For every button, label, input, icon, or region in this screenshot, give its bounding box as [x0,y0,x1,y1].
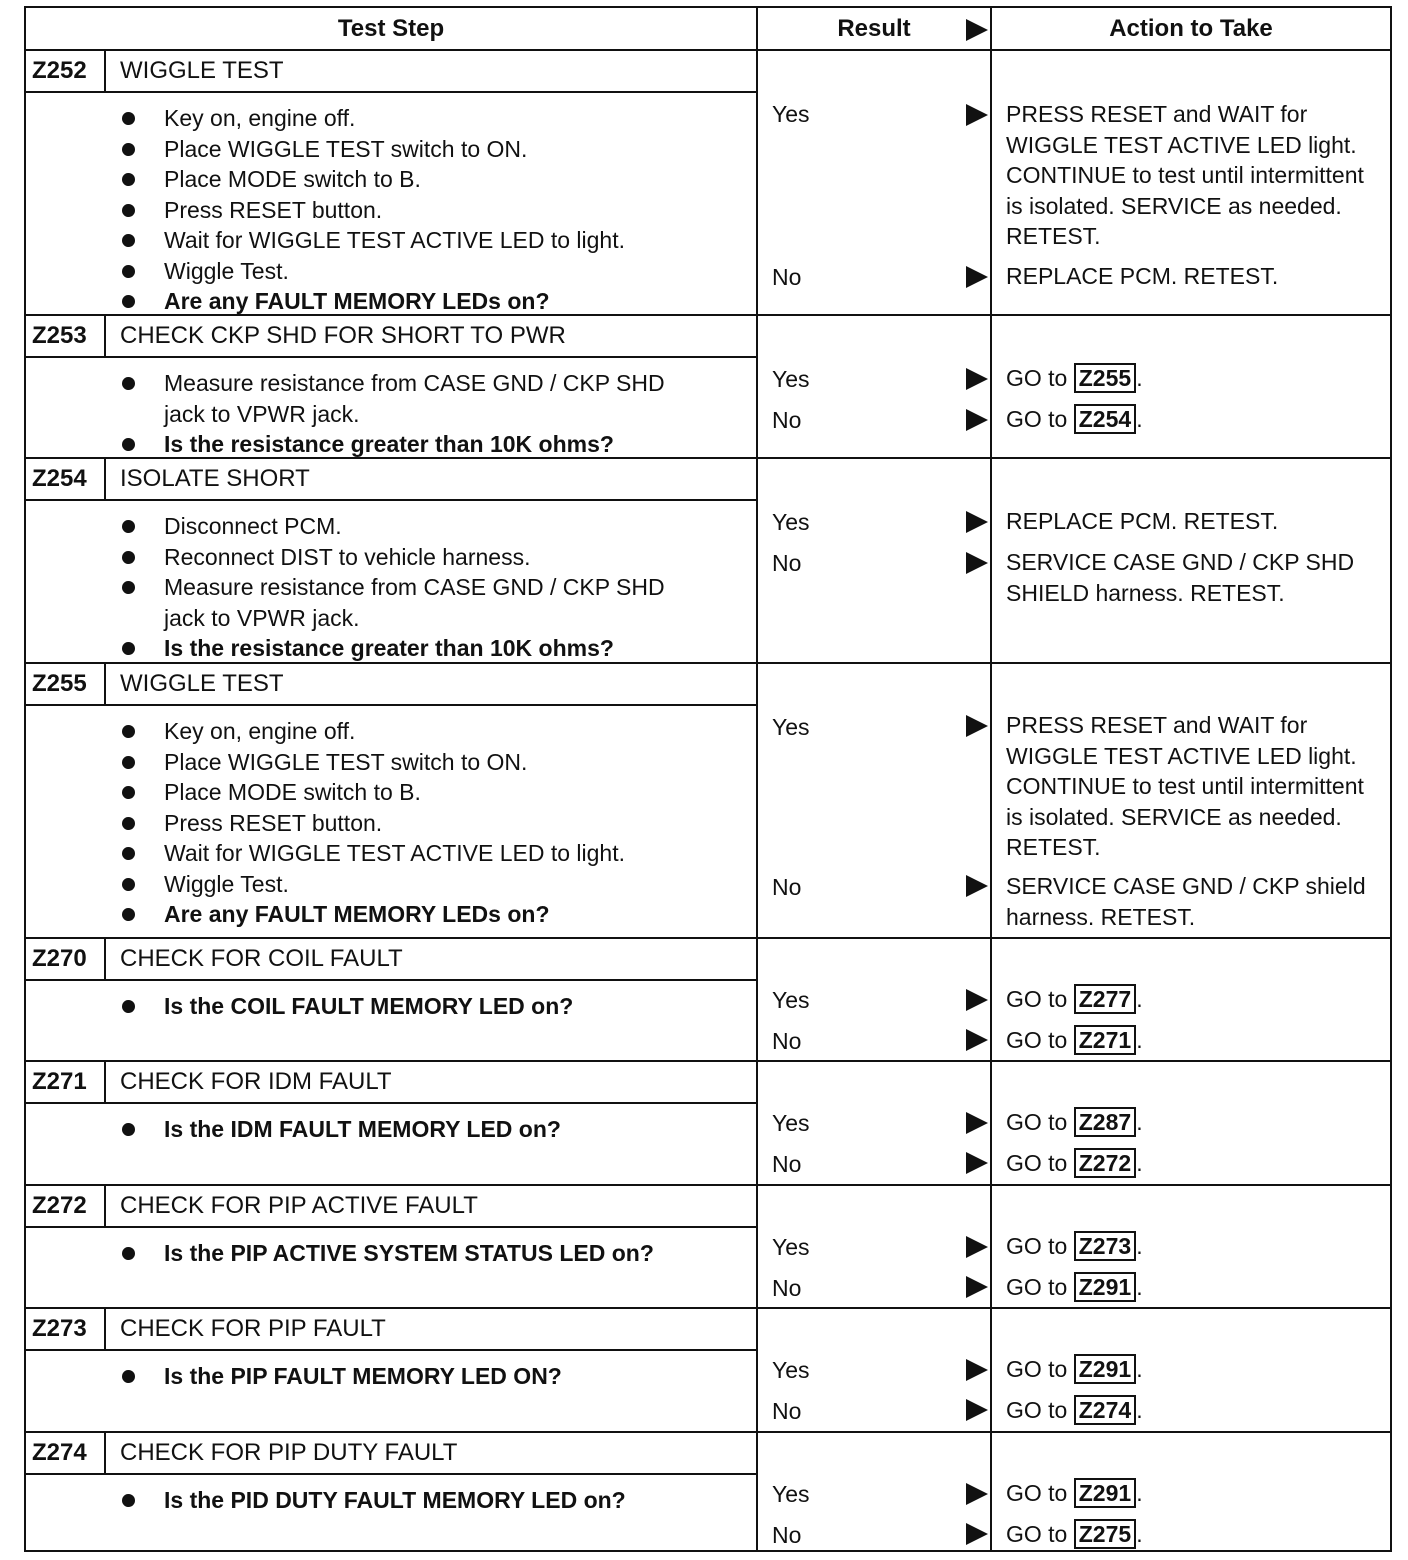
test-step-cell [26,1309,758,1433]
step-question: Is the IDM FAULT MEMORY LED on? [122,1114,756,1145]
result-cell [758,664,992,939]
arrow-right-icon [966,715,988,737]
step-title: WIGGLE TEST [120,57,284,84]
result-no: No [772,407,802,433]
step-question: Is the PID DUTY FAULT MEMORY LED on? [122,1485,756,1516]
step-title: CHECK FOR PIP DUTY FAULT [120,1439,458,1466]
test-step-cell [26,1186,758,1309]
action-cell [992,664,1390,939]
step-list [26,1104,756,1145]
list-item: Place MODE switch to B. [122,164,756,195]
bullet-icon [122,234,135,247]
arrow-right-icon [966,989,988,1011]
result-cell [758,1062,992,1186]
bullet-icon [122,1494,135,1507]
result-cell [758,939,992,1062]
action-yes: PRESS RESET and WAIT for WIGGLE TEST ACTIVE LED light. CONTINUE to test until intermittent is isolated. SERVICE as needed. RETEST. [1006,101,1364,249]
step-reference-link[interactable]: Z277 [1074,984,1136,1014]
arrow-right-icon [966,19,988,41]
action-no: GO to Z254 . [1006,406,1143,432]
list-item: Wait for WIGGLE TEST ACTIVE LED to light. [122,225,756,256]
bullet-icon [122,786,135,799]
result-yes: Yes [772,714,810,740]
step-reference-link[interactable]: Z291 [1074,1272,1136,1302]
list-item: Wait for WIGGLE TEST ACTIVE LED to light. [122,838,756,869]
action-yes: GO to Z291 . [1006,1480,1143,1506]
bullet-icon [122,878,135,891]
test-step-cell [26,459,758,664]
result-no: No [772,264,802,290]
header-test-step [26,8,758,51]
arrow-right-icon [966,1152,988,1174]
result-yes: Yes [772,101,810,127]
step-question: Is the resistance greater than 10K ohms? [122,633,756,664]
step-reference-link[interactable]: Z275 [1074,1519,1136,1549]
step-list [26,358,756,460]
bullet-icon [122,581,135,594]
bullet-icon [122,1123,135,1136]
step-list [26,981,756,1022]
step-list [26,706,756,930]
step-reference-link[interactable]: Z255 [1074,363,1136,393]
bullet-icon [122,143,135,156]
test-step-cell [26,316,758,459]
result-no: No [772,1398,802,1424]
step-id: Z254 [26,459,106,499]
header-action-label: Action to Take [1109,14,1273,42]
result-yes: Yes [772,1481,810,1507]
result-yes: Yes [772,366,810,392]
arrow-right-icon [966,1276,988,1298]
header-result-label: Result [837,14,911,42]
bullet-icon [122,520,135,533]
step-reference-link[interactable]: Z272 [1074,1148,1136,1178]
arrow-right-icon [966,1112,988,1134]
result-yes: Yes [772,1357,810,1383]
list-item: Wiggle Test. [122,869,756,900]
action-cell [992,51,1390,316]
header-test-step-label: Test Step [337,14,445,42]
test-step-cell [26,1433,758,1550]
bullet-icon [122,756,135,769]
result-no: No [772,1151,802,1177]
action-cell [992,459,1390,664]
arrow-right-icon [966,1359,988,1381]
list-item: Place WIGGLE TEST switch to ON. [122,747,756,778]
list-item: Measure resistance from CASE GND / CKP SHD jack to VPWR jack. [122,572,756,633]
step-reference-link[interactable]: Z273 [1074,1231,1136,1261]
arrow-right-icon [966,409,988,431]
bullet-icon [122,817,135,830]
step-title: CHECK FOR PIP FAULT [120,1315,386,1342]
test-step-cell [26,51,758,316]
diagnostic-table [24,6,1392,1552]
action-yes: GO to Z277 . [1006,986,1143,1012]
result-no: No [772,1028,802,1054]
step-id: Z252 [26,51,106,91]
bullet-icon [122,438,135,451]
step-question: Is the PIP ACTIVE SYSTEM STATUS LED on? [122,1238,756,1269]
step-id: Z271 [26,1062,106,1102]
action-yes: GO to Z273 . [1006,1233,1143,1259]
action-yes: REPLACE PCM. RETEST. [1006,508,1279,534]
result-cell [758,1433,992,1550]
arrow-right-icon [966,552,988,574]
bullet-icon [122,908,135,921]
step-question: Is the PIP FAULT MEMORY LED ON? [122,1361,756,1392]
result-cell [758,459,992,664]
bullet-icon [122,112,135,125]
arrow-right-icon [966,266,988,288]
step-id: Z274 [26,1433,106,1473]
step-title: CHECK FOR IDM FAULT [120,1068,392,1095]
arrow-right-icon [966,1523,988,1545]
result-no: No [772,1275,802,1301]
action-cell [992,1186,1390,1309]
action-cell [992,316,1390,459]
step-reference-link[interactable]: Z254 [1074,404,1136,434]
arrow-right-icon [966,1483,988,1505]
arrow-right-icon [966,104,988,126]
step-question: Are any FAULT MEMORY LEDs on? [122,286,756,317]
action-cell [992,1433,1390,1550]
bullet-icon [122,1247,135,1260]
result-yes: Yes [772,509,810,535]
action-cell [992,1309,1390,1433]
step-id: Z255 [26,664,106,704]
step-list [26,1228,756,1269]
action-cell [992,939,1390,1062]
step-question: Is the resistance greater than 10K ohms? [122,429,756,460]
result-no: No [772,550,802,576]
bullet-icon [122,295,135,308]
list-item: Wiggle Test. [122,256,756,287]
bullet-icon [122,1000,135,1013]
action-no: GO to Z274 . [1006,1397,1143,1423]
test-step-cell [26,939,758,1062]
step-reference-link[interactable]: Z271 [1074,1025,1136,1055]
list-item: Reconnect DIST to vehicle harness. [122,542,756,573]
bullet-icon [122,204,135,217]
step-reference-link[interactable]: Z274 [1074,1395,1136,1425]
arrow-right-icon [966,368,988,390]
step-reference-link[interactable]: Z287 [1074,1107,1136,1137]
header-action [992,8,1390,51]
step-id: Z272 [26,1186,106,1226]
test-step-cell [26,664,758,939]
step-question: Are any FAULT MEMORY LEDs on? [122,899,756,930]
step-list [26,1351,756,1392]
result-yes: Yes [772,987,810,1013]
result-no: No [772,874,802,900]
list-item: Place MODE switch to B. [122,777,756,808]
arrow-right-icon [966,875,988,897]
step-title: WIGGLE TEST [120,670,284,697]
list-item: Press RESET button. [122,195,756,226]
action-no: GO to Z275 . [1006,1521,1143,1547]
list-item: Key on, engine off. [122,716,756,747]
list-item: Press RESET button. [122,808,756,839]
result-cell [758,51,992,316]
result-yes: Yes [772,1110,810,1136]
action-no: GO to Z271 . [1006,1027,1143,1053]
bullet-icon [122,725,135,738]
list-item: Disconnect PCM. [122,511,756,542]
result-cell [758,316,992,459]
step-id: Z253 [26,316,106,356]
step-reference-link[interactable]: Z291 [1074,1354,1136,1384]
list-item: Key on, engine off. [122,103,756,134]
arrow-right-icon [966,1236,988,1258]
action-no: GO to Z272 . [1006,1150,1143,1176]
bullet-icon [122,173,135,186]
bullet-icon [122,377,135,390]
step-list [26,501,756,664]
step-question: Is the COIL FAULT MEMORY LED on? [122,991,756,1022]
action-yes: GO to Z287 . [1006,1109,1143,1135]
action-no: SERVICE CASE GND / CKP shield harness. RETEST. [1006,873,1366,930]
bullet-icon [122,847,135,860]
arrow-right-icon [966,511,988,533]
action-yes: PRESS RESET and WAIT for WIGGLE TEST ACTIVE LED light. CONTINUE to test until intermittent is isolated. SERVICE as needed. RETEST. [1006,712,1364,860]
step-id: Z270 [26,939,106,979]
result-cell [758,1309,992,1433]
action-no: GO to Z291 . [1006,1274,1143,1300]
action-cell [992,1062,1390,1186]
result-cell [758,1186,992,1309]
bullet-icon [122,1370,135,1383]
header-result [758,8,992,51]
bullet-icon [122,265,135,278]
action-no: REPLACE PCM. RETEST. [1006,263,1279,289]
step-list [26,1475,756,1516]
action-no: SERVICE CASE GND / CKP SHD SHIELD harness. RETEST. [1006,549,1355,606]
list-item: Measure resistance from CASE GND / CKP SHD jack to VPWR jack. [122,368,756,429]
step-title: CHECK FOR PIP ACTIVE FAULT [120,1192,478,1219]
result-yes: Yes [772,1234,810,1260]
test-step-cell [26,1062,758,1186]
action-yes: GO to Z291 . [1006,1356,1143,1382]
arrow-right-icon [966,1399,988,1421]
step-id: Z273 [26,1309,106,1349]
list-item: Place WIGGLE TEST switch to ON. [122,134,756,165]
step-reference-link[interactable]: Z291 [1074,1478,1136,1508]
step-title: ISOLATE SHORT [120,465,310,492]
step-list [26,93,756,317]
arrow-right-icon [966,1029,988,1051]
step-title: CHECK FOR COIL FAULT [120,945,403,972]
bullet-icon [122,642,135,655]
step-title: CHECK CKP SHD FOR SHORT TO PWR [120,322,566,349]
result-no: No [772,1522,802,1548]
action-yes: GO to Z255 . [1006,365,1143,391]
bullet-icon [122,551,135,564]
